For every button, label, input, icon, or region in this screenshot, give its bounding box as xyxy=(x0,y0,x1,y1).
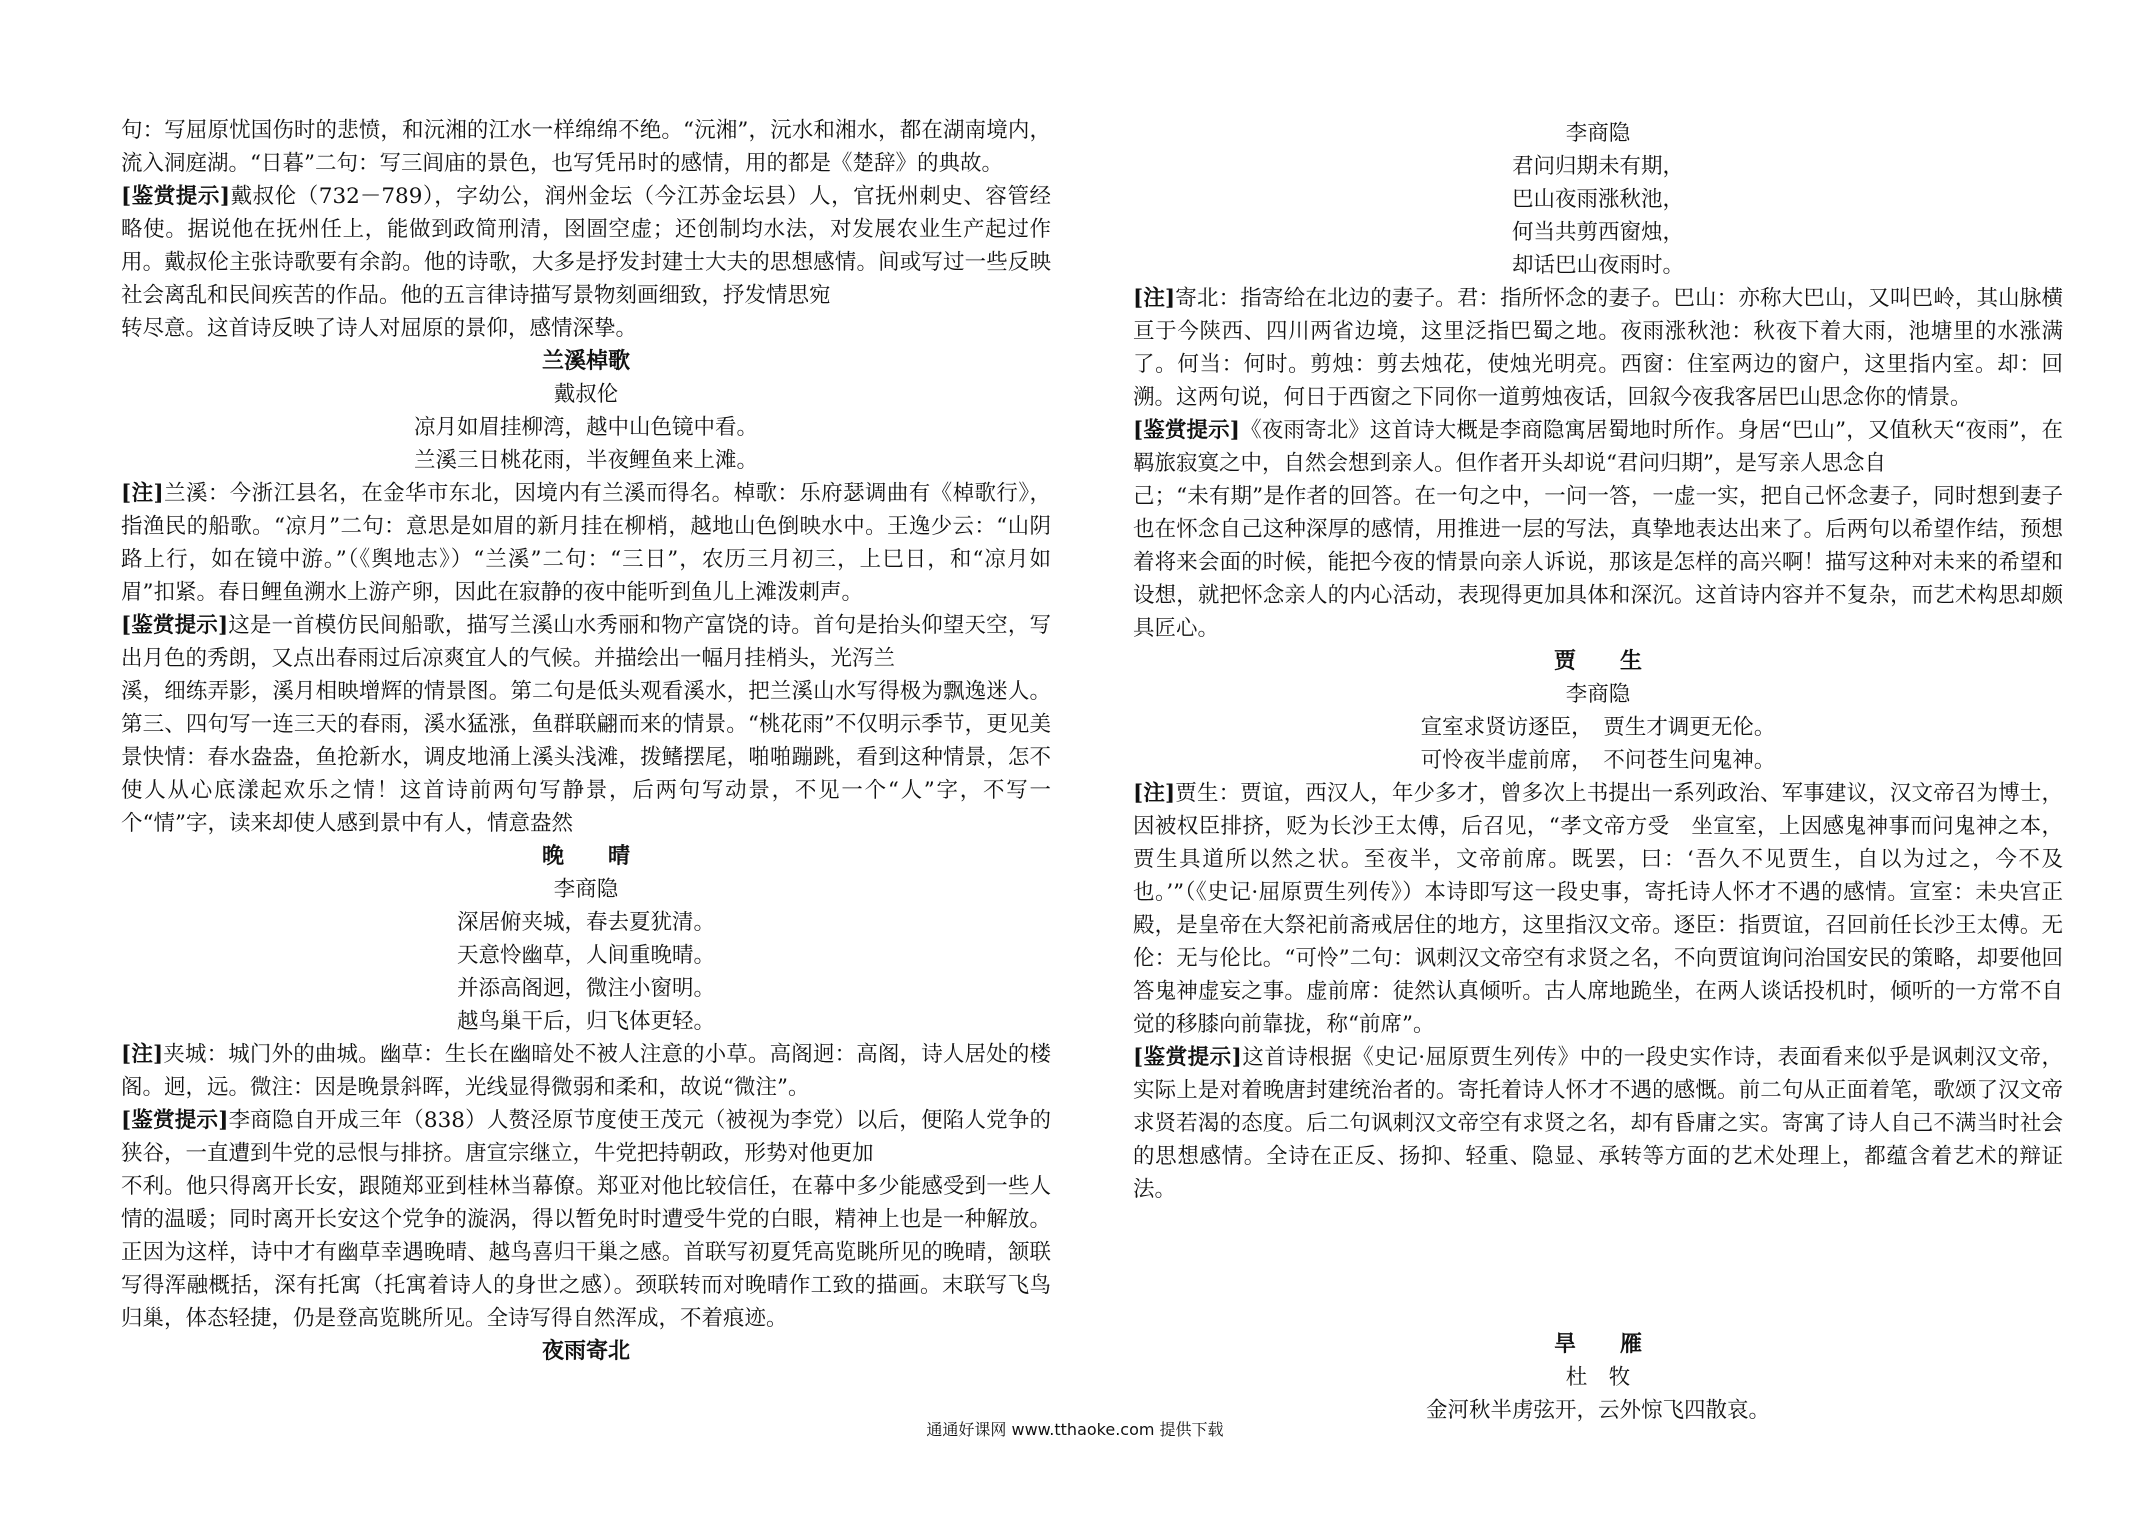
poem-author: 李商隐 xyxy=(553,877,619,902)
poem-line: 越鸟巢干后，归飞体更轻。 xyxy=(456,1009,715,1034)
note-paragraph xyxy=(121,477,1051,609)
note-text: 寄北：指寄给在北边的妻子。君：指所怀念的妻子。巴山：亦称大巴山，又叫巴岭，其山脉横亘于今陕西、四川两省边境，这里泛指巴蜀之地。夜雨涨秋池：秋夜下着大雨，池塘里的水涨满了。何当：何时。剪烛：剪去烛花，使烛光明亮。西窗：住室两边的窗户，这里指内室。却：回溯。这两句说，何日于西窗之下同你一道剪烛夜话，回叙今夜我客居巴山思念你的情景。 xyxy=(1133,286,2063,410)
paragraph: 己；“未有期”是作者的回答。在一句之中，一问一答，一虚一实，把自己怀念妻子，同时想到妻子也在怀念自己这种深厚的感情，用推进一层的写法，真挚地表达出来了。后两句以希望作结，预想着将来会面的时候，能把今夜的情景向亲人诉说，那该是怎样的高兴啊！描写这种对未来的希望和设想，就把怀念亲人的内心活动，表现得更加具体和深沉。这首诗内容并不复杂，而艺术构思却颇具匠心。 xyxy=(1133,484,2063,641)
note-text: 贾生：贾谊，西汉人，年少多才，曾多次上书提出一系列政治、军事建议，汉文帝召为博士，因被权臣排挤，贬为长沙王太傅，后召见，“孝文帝方受 坐宣室，上因感鬼神事而问鬼神之本，贾生具道所以然之状。至夜半，文帝前席。既罢，曰：‘吾久不见贾生，自以为过之，今不及也。’”（《史记·屈原贾生列传》）本诗即写这一段史事，寄托诗人怀才不遇的感情。宣室：未央宫正殿，是皇帝在大祭祀前斋戒居住的地方，这里指汉文帝。逐臣：指贾谊，召回前任长沙王太傅。无伦：无与伦比。“可怜”二句：讽刺汉文帝空有求贤之名，不向贾谊询问治国安民的策略，却要他回答鬼神虚妄之事。虚前席：徒然认真倾听。古人席地跪坐，在两人谈话投机时，倾听的一方常不自觉的移膝向前靠拢，称“前席”。 xyxy=(1133,781,2063,1037)
appreciation-text: 这是一首模仿民间船歌，描写兰溪山水秀丽和物产富饶的诗。首句是抬头仰望天空，写出月色的秀朗，又点出春雨过后凉爽宜人的气候。并描绘出一幅月挂梢头，光泻兰 xyxy=(121,613,1051,671)
poem-line: 君问归期未有期， xyxy=(1511,154,1684,179)
appreciation-paragraph xyxy=(1133,414,2063,480)
note-label: [注] xyxy=(1133,286,1176,311)
paragraph: 溪，细练弄影，溪月相映增辉的情景图。第二句是低头观看溪水，把兰溪山水写得极为飘逸迷人。第三、四句写一连三天的春雨，溪水猛涨，鱼群联翩而来的情景。“桃花雨”不仅明示季节，更见美景快情：春水盎盎，鱼抢新水，调皮地涌上溪头浅滩，拨鳍摆尾，啪啪蹦跳，看到这种情景，怎不使人从心底漾起欢乐之情！这首诗前两句写静景，后两句写动景，不见一个“人”字，不写一个“情”字，读来却使人感到景中有人，情意盎然 xyxy=(121,679,1051,836)
appreciation-label: [鉴赏提示] xyxy=(121,613,229,638)
paragraph: 句：写屈原忧国伤时的悲愤，和沅湘的江水一样绵绵不绝。“沅湘”，沅水和湘水，都在湖南境内，流入洞庭湖。“日暮”二句：写三闾庙的景色，也写凭吊时的感情，用的都是《楚辞》的典故。 xyxy=(121,118,1051,176)
poem-line: 天意怜幽草，人间重晚晴。 xyxy=(456,943,715,968)
poem-line: 凉月如眉挂柳湾，越中山色镜中看。 xyxy=(413,415,758,440)
appreciation-label: [鉴赏提示] xyxy=(121,184,231,209)
note-label: [注] xyxy=(121,481,164,506)
blank-space xyxy=(1133,1206,2063,1328)
poem-line: 却话巴山夜雨时。 xyxy=(1511,253,1684,278)
appreciation-text: 李商隐自开成三年（838）人赘泾原节度使王茂元（被视为李党）以后，便陷人党争的狭谷，一直遭到牛党的忌恨与排挤。唐宣宗继立，牛党把持朝政，形势对他更加 xyxy=(121,1108,1051,1166)
poem-author: 杜 牧 xyxy=(1565,1365,1631,1390)
poem-line: 兰溪三日桃花雨，半夜鲤鱼来上滩。 xyxy=(413,448,758,473)
appreciation-paragraph xyxy=(121,180,1051,312)
poem-title: 贾 生 xyxy=(1553,648,1642,674)
poem-author: 李商隐 xyxy=(1565,682,1631,707)
paragraph: 转尽意。这首诗反映了诗人对屈原的景仰，感情深挚。 xyxy=(121,316,638,341)
poem-title: 旱 雁 xyxy=(1553,1331,1642,1357)
note-paragraph xyxy=(1133,777,2063,1041)
poem-title: 晚 晴 xyxy=(541,843,630,869)
appreciation-paragraph xyxy=(121,609,1051,675)
note-paragraph xyxy=(1133,282,2063,414)
poem-title: 夜雨寄北 xyxy=(541,1338,630,1364)
left-column xyxy=(121,114,1051,1368)
poem-line: 金河秋半虏弦开，云外惊飞四散哀。 xyxy=(1425,1398,1770,1423)
appreciation-text: 戴叔伦（732－789），字幼公，润州金坛（今江苏金坛县）人，官抚州刺史、容管经略使。据说他在抚州任上，能做到政简刑清，囹圄空虚；还创制均水法，对发展农业生产起过作用。戴叔伦主张诗歌要有余韵。他的诗歌，大多是抒发封建士大夫的思想感情。间或写过一些反映社会离乱和民间疾苦的作品。他的五言律诗描写景物刻画细致，抒发情思宛 xyxy=(121,184,1051,308)
appreciation-text: 这首诗根据《史记·屈原贾生列传》中的一段史实作诗，表面看来似乎是讽刺汉文帝，实际上是对着晚唐封建统治者的。寄托着诗人怀才不遇的感慨。前二句从正面着笔，歌颂了汉文帝求贤若渴的态度。后二句讽刺汉文帝空有求贤之名，却有昏庸之实。寄寓了诗人自己不满当时社会的思想感情。全诗在正反、扬抑、轻重、隐显、承转等方面的艺术处理上，都蕴含着艺术的辩证法。 xyxy=(1133,1045,2063,1202)
appreciation-label: [鉴赏提示] xyxy=(1133,418,1240,443)
note-text: 兰溪：今浙江县名，在金华市东北，因境内有兰溪而得名。棹歌：乐府瑟调曲有《棹歌行》，指渔民的船歌。“凉月”二句：意思是如眉的新月挂在柳梢，越地山色倒映水中。王逸少云：“山阴路上行，如在镜中游。”（《舆地志》）“兰溪”二句：“三日”，农历三月初三，上巳日，和“凉月如眉”扣紧。春日鲤鱼溯水上游产卵，因此在寂静的夜中能听到鱼儿上滩泼刺声。 xyxy=(121,481,1051,605)
appreciation-paragraph xyxy=(1133,1041,2063,1206)
note-paragraph xyxy=(121,1038,1051,1104)
appreciation-label: [鉴赏提示] xyxy=(121,1108,229,1133)
poem-line: 何当共剪西窗烛， xyxy=(1511,220,1684,245)
poem-title: 兰溪棹歌 xyxy=(541,348,630,374)
poem-line: 并添高阁迥，微注小窗明。 xyxy=(456,976,715,1001)
appreciation-label: [鉴赏提示] xyxy=(1133,1045,1242,1070)
footer-source: 通通好课网 www.tthaoke.com 提供下载 xyxy=(926,1420,1224,1439)
appreciation-text: 《夜雨寄北》这首诗大概是李商隐寓居蜀地时所作。身居“巴山”，又值秋天“夜雨”，在羁旅寂寞之中，自然会想到亲人。但作者开头却说“君问归期”，是写亲人思念自 xyxy=(1133,418,2063,476)
poem-line: 深居俯夹城，春去夏犹清。 xyxy=(456,910,715,935)
poem-author: 戴叔伦 xyxy=(553,382,619,407)
paragraph: 不利。他只得离开长安，跟随郑亚到桂林当幕僚。郑亚对他比较信任，在幕中多少能感受到一些人情的温暖；同时离开长安这个党争的漩涡，得以暂免时时遭受牛党的白眼，精神上也是一种解放。正因为这样，诗中才有幽草幸遇晚晴、越鸟喜归干巢之感。首联写初夏凭高览眺所见的晚晴，颔联写得浑融概括，深有托寓（托寓着诗人的身世之感）。颈联转而对晚晴作工致的描画。末联写飞鸟归巢，体态轻捷，仍是登高览眺所见。全诗写得自然浑成，不着痕迹。 xyxy=(121,1174,1051,1331)
appreciation-paragraph xyxy=(121,1104,1051,1170)
poem-line: 宣室求贤访逐臣， 贾生才调更无伦。 xyxy=(1420,715,1776,740)
poem-line: 巴山夜雨涨秋池， xyxy=(1511,187,1684,212)
poem-author: 李商隐 xyxy=(1565,121,1631,146)
note-text: 夹城：城门外的曲城。幽草：生长在幽暗处不被人注意的小草。高阁迥：高阁，诗人居处的楼阁。迥，远。微注：因是晚景斜晖，光线显得微弱和柔和，故说“微注”。 xyxy=(121,1042,1051,1100)
note-label: [注] xyxy=(1133,781,1176,806)
right-column xyxy=(1133,117,2063,1427)
note-label: [注] xyxy=(121,1042,164,1067)
poem-line: 可怜夜半虚前席， 不问苍生问鬼神。 xyxy=(1420,748,1776,773)
